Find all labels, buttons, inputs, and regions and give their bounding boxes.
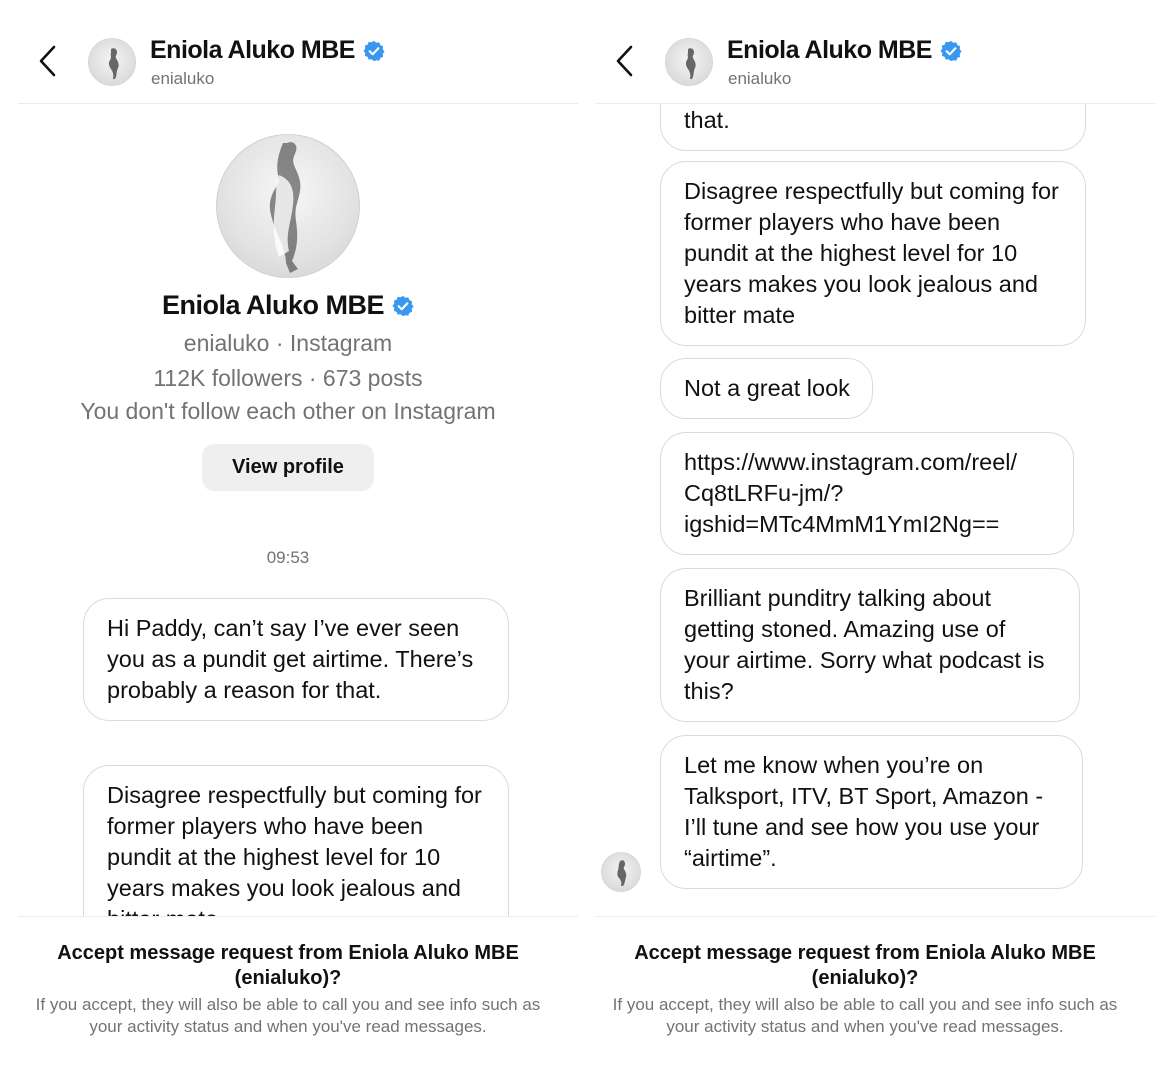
header-title[interactable] bbox=[727, 36, 962, 65]
message-bubble[interactable] bbox=[660, 735, 1083, 889]
accept-request-title: Accept message request from Eniola Aluko MBE (enialuko)? bbox=[634, 942, 1096, 989]
verified-badge-icon bbox=[940, 40, 962, 62]
profile-name-text: Eniola Aluko MBE bbox=[161, 290, 384, 320]
message-text: Disagree respectfully but coming for former players who have been pundit at the highest level for 10 years makes you look jealous and bitter mate bbox=[684, 178, 1059, 328]
message-request-footer bbox=[18, 916, 578, 1079]
message-text: Not a great look bbox=[684, 375, 850, 401]
chevron-left-icon[interactable] bbox=[36, 44, 60, 78]
header-username: enialuko bbox=[728, 69, 792, 88]
message-bubble[interactable] bbox=[660, 358, 873, 419]
profile-avatar[interactable] bbox=[216, 134, 360, 278]
message-thread[interactable] bbox=[595, 104, 1155, 916]
header-name-text: Eniola Aluko MBE bbox=[727, 36, 932, 64]
header-username: enialuko bbox=[151, 69, 215, 88]
avatar[interactable] bbox=[88, 38, 136, 86]
message-bubble[interactable] bbox=[660, 161, 1086, 346]
accept-request-title: Accept message request from Eniola Aluko MBE (enialuko)? bbox=[57, 942, 519, 989]
message-thread[interactable] bbox=[18, 104, 578, 916]
message-bubble[interactable] bbox=[660, 432, 1074, 555]
chat-header bbox=[18, 0, 578, 104]
accept-request-info: If you accept, they will also be able to call you and see info such as your activity status and when you've read messages. bbox=[612, 995, 1118, 1036]
message-text: that. bbox=[684, 107, 730, 133]
avatar[interactable] bbox=[665, 38, 713, 86]
right-chat-screen bbox=[595, 0, 1155, 1079]
profile-name bbox=[18, 290, 558, 321]
chat-header bbox=[595, 0, 1155, 104]
message-text: Disagree respectfully but coming for former players who have been pundit at the highest level for 10 years makes you look jealous and bbox=[107, 782, 482, 901]
follow-status: You don't follow each other on Instagram bbox=[80, 398, 496, 424]
message-text: Brilliant punditry talking about getting stoned. Amazing use of your airtime. Sorry what podcast is this? bbox=[684, 585, 1045, 704]
view-profile-button[interactable]: View profile bbox=[202, 444, 374, 491]
verified-badge-icon bbox=[392, 295, 414, 317]
message-bubble[interactable] bbox=[660, 568, 1080, 722]
message-timestamp: 09:53 bbox=[266, 548, 310, 567]
verified-badge-icon bbox=[363, 40, 385, 62]
message-text: Hi Paddy, can’t say I’ve ever seen you as a pundit get airtime. There’s probably a reason for that. bbox=[107, 615, 474, 703]
left-chat-screen bbox=[18, 0, 578, 1079]
accept-request-info: If you accept, they will also be able to call you and see info such as your activity status and when you've read messages. bbox=[35, 995, 541, 1036]
message-bubble[interactable] bbox=[83, 598, 509, 721]
message-link[interactable]: https://www.instagram.com/reel/ Cq8tLRFu-jm/? igshid=MTc4MmM1YmI2Ng== bbox=[684, 449, 1018, 537]
chevron-left-icon[interactable] bbox=[613, 44, 637, 78]
profile-subtitle: enialuko · Instagram bbox=[183, 330, 393, 356]
header-title[interactable] bbox=[150, 36, 385, 65]
sender-avatar[interactable] bbox=[601, 852, 641, 892]
profile-stats: 112K followers · 673 posts bbox=[153, 365, 423, 391]
message-text: Let me know when you’re on Talksport, ITV, BT Sport, Amazon - I’ll tune and see how you use your “airtime”. bbox=[684, 752, 1044, 871]
header-name-text: Eniola Aluko MBE bbox=[150, 36, 355, 64]
message-request-footer bbox=[595, 916, 1155, 1079]
